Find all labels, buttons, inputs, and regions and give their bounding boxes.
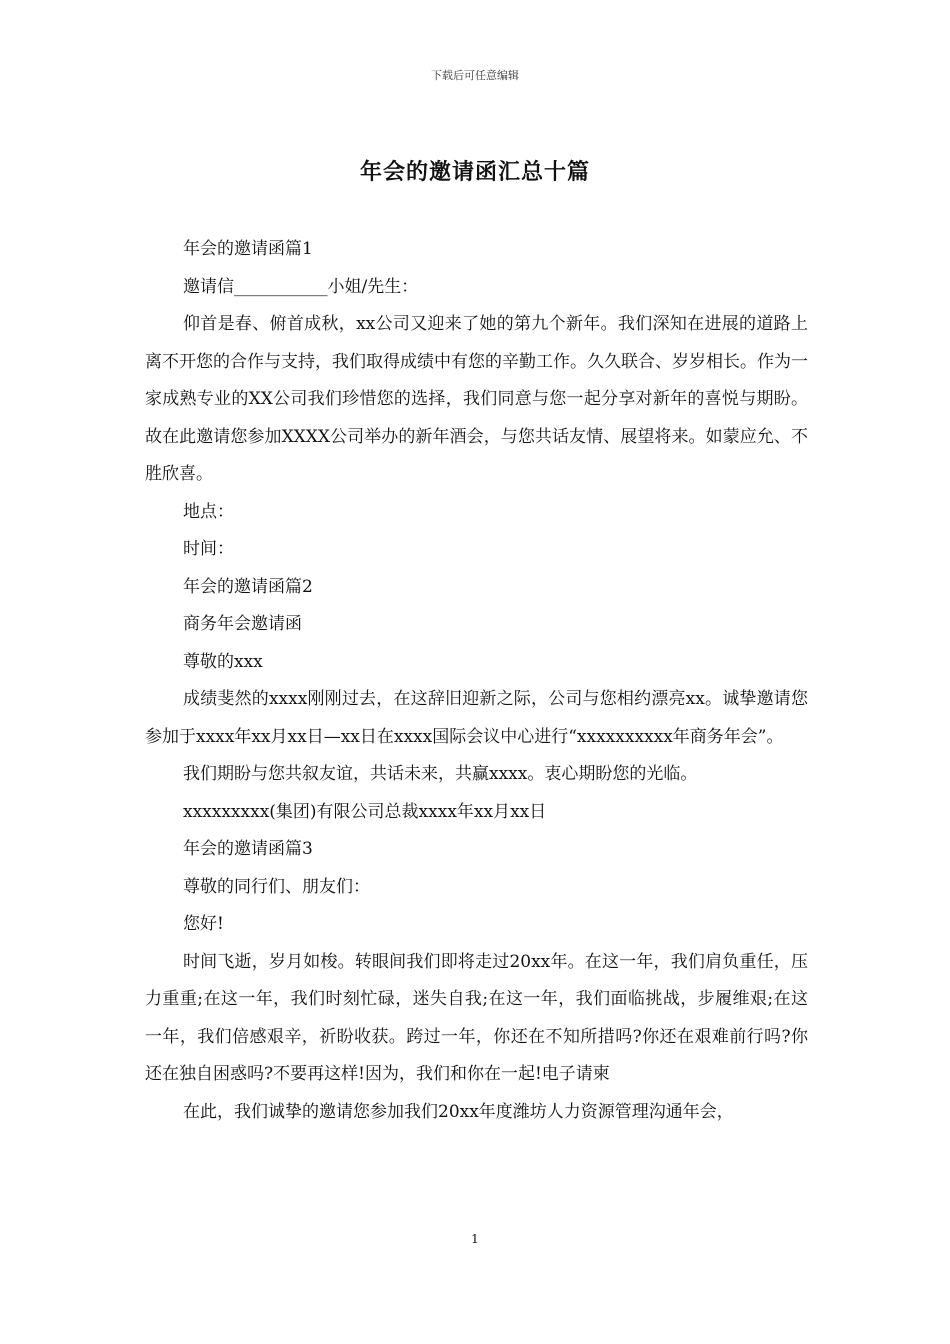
paragraph: 尊敬的同行们、朋友们： (183, 876, 370, 897)
paragraph: 我们期盼与您共叙友谊，共话未来，共赢xxxx。衷心期盼您的光临。 (183, 764, 698, 784)
paragraph: 年会的邀请函篇3 (183, 839, 313, 859)
paragraph: 成绩斐然的xxxx刚刚过去，在这辞旧迎新之际，公司与您相约漂亮xx。诚挚邀请您参加于xxxx年xx月xx日—xx日在xxxx国际会议中心进行“xxxxxxxxxx年商务年会”。 (145, 689, 808, 747)
paragraph: 年会的邀请函篇1 (183, 239, 313, 259)
paragraph: 邀请信___________小姐/先生： (183, 276, 419, 297)
header-note: 下载后可任意编辑 (431, 69, 519, 82)
paragraph: 仰首是春、俯首成秋，xx公司又迎来了她的第九个新年。我们深知在进展的道路上离不开您的合作与支持，我们取得成绩中有您的辛勤工作。久久联合、岁岁相长。作为一家成熟专业的XX公司我们珍惜您的选择，我们同意与您一起分享对新年的喜悦与期盼。故在此邀请您参加XXXX公司举办的新年酒会，与您共话友情、展望将来。如蒙应允、不胜欣喜。 (145, 314, 808, 484)
paragraph: 您好! (183, 914, 224, 934)
page-number: 1 (471, 1232, 479, 1246)
paragraph: 年会的邀请函篇2 (183, 576, 313, 597)
paragraph: 在此，我们诚挚的邀请您参加我们20xx年度潍坊人力资源管理沟通年会， (183, 1101, 734, 1122)
paragraph: 尊敬的xxx (183, 651, 263, 672)
paragraph: 地点： (183, 501, 234, 522)
paragraph: 时间飞逝，岁月如梭。转眼间我们即将走过20xx年。在这一年，我们肩负重任，压力重重;在这一年，我们时刻忙碌，迷失自我;在这一年，我们面临挑战，步履维艰;在这一年，我们倍感艰辛，祈盼收获。跨过一年，你还在不知所措吗?你还在艰难前行吗?你还在独自困惑吗?不要再这样!因为，我们和你在一起!电子请柬 (145, 951, 808, 1084)
document-title: 年会的邀请函汇总十篇 (359, 159, 590, 185)
paragraph: 商务年会邀请函 (183, 614, 302, 634)
paragraph: 时间： (183, 539, 234, 559)
document-body (145, 231, 808, 1131)
paragraph: xxxxxxxxx(集团)有限公司总裁xxxx年xx月xx日 (183, 801, 547, 822)
